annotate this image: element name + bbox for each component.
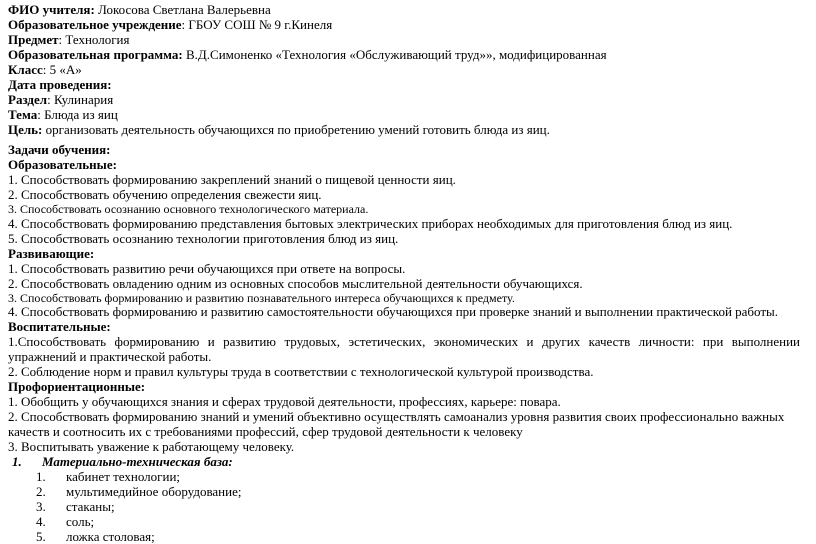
list-item-text: кабинет технологии; bbox=[66, 468, 181, 484]
date-label: Дата проведения: bbox=[8, 76, 112, 92]
teacher-label: ФИО учителя: bbox=[8, 2, 95, 17]
career-item-2: 2. Способствовать формированию знаний и умений объективно осуществлять самоанализ уровня развития своих профессионально важных качеств и соотносить их с требованиями профессий, сфер трудовой деятельности к человеку bbox=[8, 409, 785, 439]
class-label: Класс bbox=[8, 61, 43, 77]
materials-heading: Материально-техническая база: bbox=[42, 453, 233, 469]
list-item-text: ложка столовая; bbox=[66, 528, 155, 544]
school-value: : ГБОУ СОШ № 9 г.Кинеля bbox=[181, 16, 333, 32]
class-line bbox=[8, 63, 808, 78]
educational-item-3: 3. Способствовать осознанию основного технологического материала. bbox=[8, 202, 369, 217]
school-label: Образовательное учреждение bbox=[8, 16, 182, 32]
program-line bbox=[8, 48, 808, 63]
section-label: Раздел bbox=[8, 91, 48, 107]
educational-heading: Образовательные: bbox=[8, 157, 117, 173]
teacher-value: Локосова Светлана Валерьевна bbox=[94, 2, 271, 17]
list-item-number: 1. bbox=[36, 468, 46, 484]
developing-item-4: 4. Способствовать формированию и развитию самостоятельности обучающихся при проверке знаний и выполнении практической работы. bbox=[8, 304, 779, 320]
upbringing-item-2: 2. Соблюдение норм и правил культуры труда в соответствии с технологической культурой производства. bbox=[8, 364, 594, 380]
list-item-text: мультимедийное оборудование; bbox=[66, 483, 242, 499]
goal-line bbox=[8, 123, 808, 138]
teacher-line bbox=[8, 3, 808, 18]
list-item-number: 4. bbox=[36, 513, 46, 529]
class-value: : 5 «А» bbox=[42, 61, 82, 77]
list-item-number: 2. bbox=[36, 483, 46, 499]
school-line bbox=[8, 18, 808, 33]
list-item-number: 3. bbox=[36, 498, 46, 514]
materials-list bbox=[8, 470, 808, 544]
list-item-text: стаканы; bbox=[66, 498, 115, 514]
list-item bbox=[8, 485, 808, 500]
upbringing-item-1: 1.Способствовать формированию и развитию трудовых, эстетических, экономических и других качеств личности: при выполнении упражнений и практической работы. bbox=[8, 334, 800, 365]
developing-item-3: 3. Способствовать формированию и развитию познавательного интереса обучающихся к предмету. bbox=[8, 290, 515, 305]
tasks-heading: Задачи обучения: bbox=[8, 142, 111, 158]
topic-label: Тема bbox=[8, 106, 38, 122]
developing-item-2: 2. Способствовать овладению одним из основных способов мыслительной деятельности обучающихся. bbox=[8, 275, 583, 291]
materials-number: 1. bbox=[12, 453, 22, 469]
list-item-text: соль; bbox=[66, 513, 95, 529]
developing-item-1: 1. Способствовать развитию речи обучающихся при ответе на вопросы. bbox=[8, 260, 406, 276]
section-line bbox=[8, 93, 808, 108]
list-item bbox=[8, 470, 808, 485]
program-label: Образовательная программа: bbox=[8, 46, 183, 62]
topic-value: : Блюда из яиц bbox=[37, 106, 118, 122]
career-item-1: 1. Обобщить у обучающихся знания и сферах трудовой деятельности, профессиях, карьере: повара. bbox=[8, 394, 561, 410]
list-item bbox=[8, 515, 808, 530]
educational-item-2: 2. Способствовать обучению определения свежести яиц. bbox=[8, 187, 322, 203]
career-heading: Профориентационные: bbox=[8, 379, 146, 395]
subject-label: Предмет bbox=[8, 31, 59, 47]
goal-label: Цель: bbox=[8, 121, 43, 137]
subject-value: : Технология bbox=[58, 31, 130, 47]
educational-item-5: 5. Способствовать осознанию технологии приготовления блюд из яиц. bbox=[8, 230, 399, 246]
program-value: В.Д.Симоненко «Технология «Обслуживающий труд»», модифицированная bbox=[182, 46, 607, 62]
educational-item-4: 4. Способствовать формированию представления бытовых электрических приборах необходимых для приготовления блюд из яиц. bbox=[8, 215, 733, 231]
career-item-3: 3. Воспитывать уважение к работающему человеку. bbox=[8, 438, 295, 454]
upbringing-heading: Воспитательные: bbox=[8, 319, 111, 335]
materials-heading-line bbox=[8, 455, 808, 470]
goal-value: организовать деятельность обучающихся по приобретению умений готовить блюда из яиц. bbox=[42, 121, 550, 137]
subject-line bbox=[8, 33, 808, 48]
educational-item-1: 1. Способствовать формированию закреплений знаний о пищевой ценности яиц. bbox=[8, 172, 456, 188]
list-item bbox=[8, 500, 808, 515]
developing-heading: Развивающие: bbox=[8, 245, 95, 261]
list-item bbox=[8, 530, 808, 544]
topic-line bbox=[8, 108, 808, 123]
section-value: : Кулинария bbox=[47, 91, 114, 107]
list-item-number: 5. bbox=[36, 528, 46, 544]
